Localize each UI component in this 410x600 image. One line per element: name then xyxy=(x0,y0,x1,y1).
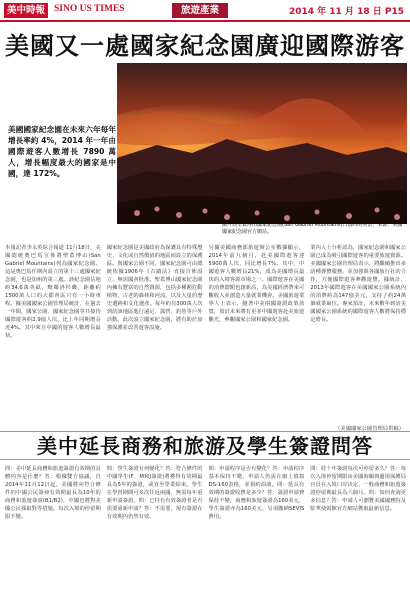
photo-caption: 圖片為聖蓋博山國家紀念園(San Gabriel Mountains)日落時的美景，來源：美國國家紀念園官方網站。 xyxy=(222,222,403,235)
brand-logo: 美中時報 xyxy=(4,3,48,18)
lede-text: 美國國家紀念園在未來六年每年增長率約 4%，2014 年一年由國際遊客人數增長 7890 萬人，增長幅度最大的國家是中國，達 172%。 xyxy=(8,125,116,178)
article1-photo xyxy=(117,63,407,224)
article2-column: 問：持十年簽證每次可停留多久？答：每次入境停留期限由美國海關與邊境保護局官員在入境口岸決定，一般商務和旅遊簽證停留期最長為六個月。問：如何查詢更多信息？答：申請人可瀏覽美國國務院及駐華使領館官方網站獲取最新信息。 xyxy=(310,466,406,512)
article1-lede xyxy=(8,124,116,179)
article1-credit: （美國國家公園管理局供稿） xyxy=(335,426,404,432)
article1-column: 另據美國商務部旅遊辦公室數據顯示，2014年前九個月，赴美國際遊客達5900萬人次，同比增長7%。其中，中國遊客人數增長21%，成為美國增長最快的入境客源市場之一。國際遊客在美國的消費總額也創新高，為美國經濟帶來可觀收入並創造大量就業機會。美國旅遊業界人士表示，隨著中美兩國簽證政策放寬，預計未來將有更多中國遊客赴美旅遊觀光，參觀國家公園和國家紀念園。 xyxy=(208,245,305,323)
brand-english: SINO US TIMES xyxy=(54,4,125,14)
divider xyxy=(0,459,410,460)
article1-column: 本報記者李永英綜合報道 11月18日，美國總統奧巴馬宣佈將聖蓋博山(San Gabriel Mountains)列為國家紀念園。這是奧巴馬任期內設立的第十三處國家紀念園，也是加州的第三處。該紀念園佔地約34.6萬英畝，毗鄰洛杉磯，距離約1500萬人口的大都會區只有一小時車程。據美國國家公園管理局統計，在過去一年間，國家公園、國家紀念園等共接待國際遊客約2.9億人次，比上年同期增長近4%。其中來自中國的遊客人數增長最快。 xyxy=(5,245,101,339)
masthead xyxy=(0,0,410,22)
article1-column: 業內人士分析認為，國家紀念園和國家公園已成為吸引國際遊客的重要旅遊資源。美國國家公園管理局表示，將繼續推出多語種導覽服務，並加強與各國旅行社的合作，方便國際遊客參觀遊覽。據統計，2013年國際遊客在美國國家公園系統內的消費約為147億美元，支持了約24萬個就業崗位。專家預計，未來數年到訪美國國家公園系統的國際遊客人數將保持穩定增長。 xyxy=(310,245,406,323)
article1-headline: 美國又一處國家紀念園廣迎國際游客 xyxy=(5,31,405,60)
article2-body xyxy=(5,465,406,595)
article2-headline: 美中延長商務和旅游及學生簽證問答 xyxy=(0,431,410,459)
issue-date: 2014 年 11 月 18 日 P15 xyxy=(288,7,404,17)
article1-column: 國家紀念園是美國政府為保護具有特殊歷史、文化或自然價值的地區而設立的保護區。與國家公園不同，國家紀念園可由總統依據1906年《古蹟法》直接宣佈設立，無需國會批准。聖蓋博山國家紀念園內擁有豐富的自然資源，包括多種瀕危動植物、古老的森林和河流，以及大量的歷史遺跡和文化遺產。每年約有300萬人次到訪該地區進行遠足、露營、釣魚等戶外活動。此次設立國家紀念園，將有助於加強保護並改善遊客設施。 xyxy=(106,245,203,331)
article2-column: 問：美中延長商務和旅遊簽證有效期的具體內容是什麼？答：根據雙方協議，自2014年11月12日起，美國將向符合條件的中國公民簽發有效期最長為10年的商務和旅遊簽證(B1/B2)，中國也將對美國公民採取對等措施。每次入境的停留期限不變。 xyxy=(5,466,101,520)
section-tag: 旅遊產業 xyxy=(172,3,228,18)
article2-column: 問：申請程序是否有變化？答：申請程序基本保持不變，申請人仍需在網上填寫DS-160表格，並預約面談。問：延長有效期的簽證收費是多少？答：簽證申請費保持不變，商務和旅遊簽證為160美元，學生簽證亦為160美元，另須繳納SEVIS費用。 xyxy=(208,466,305,520)
article2-column: 問：學生簽證有何變化？答：符合條件的中國學生(F、M和J簽證)將獲得有效期最長為5年的簽證，或直至學業結束。學生在學習期間可多次往返兩國，無需每年重新申請簽證。問：已持有有效簽證者是否需要重新申請？答：不需要，現有簽證在有效期內仍然有效。 xyxy=(106,466,203,520)
